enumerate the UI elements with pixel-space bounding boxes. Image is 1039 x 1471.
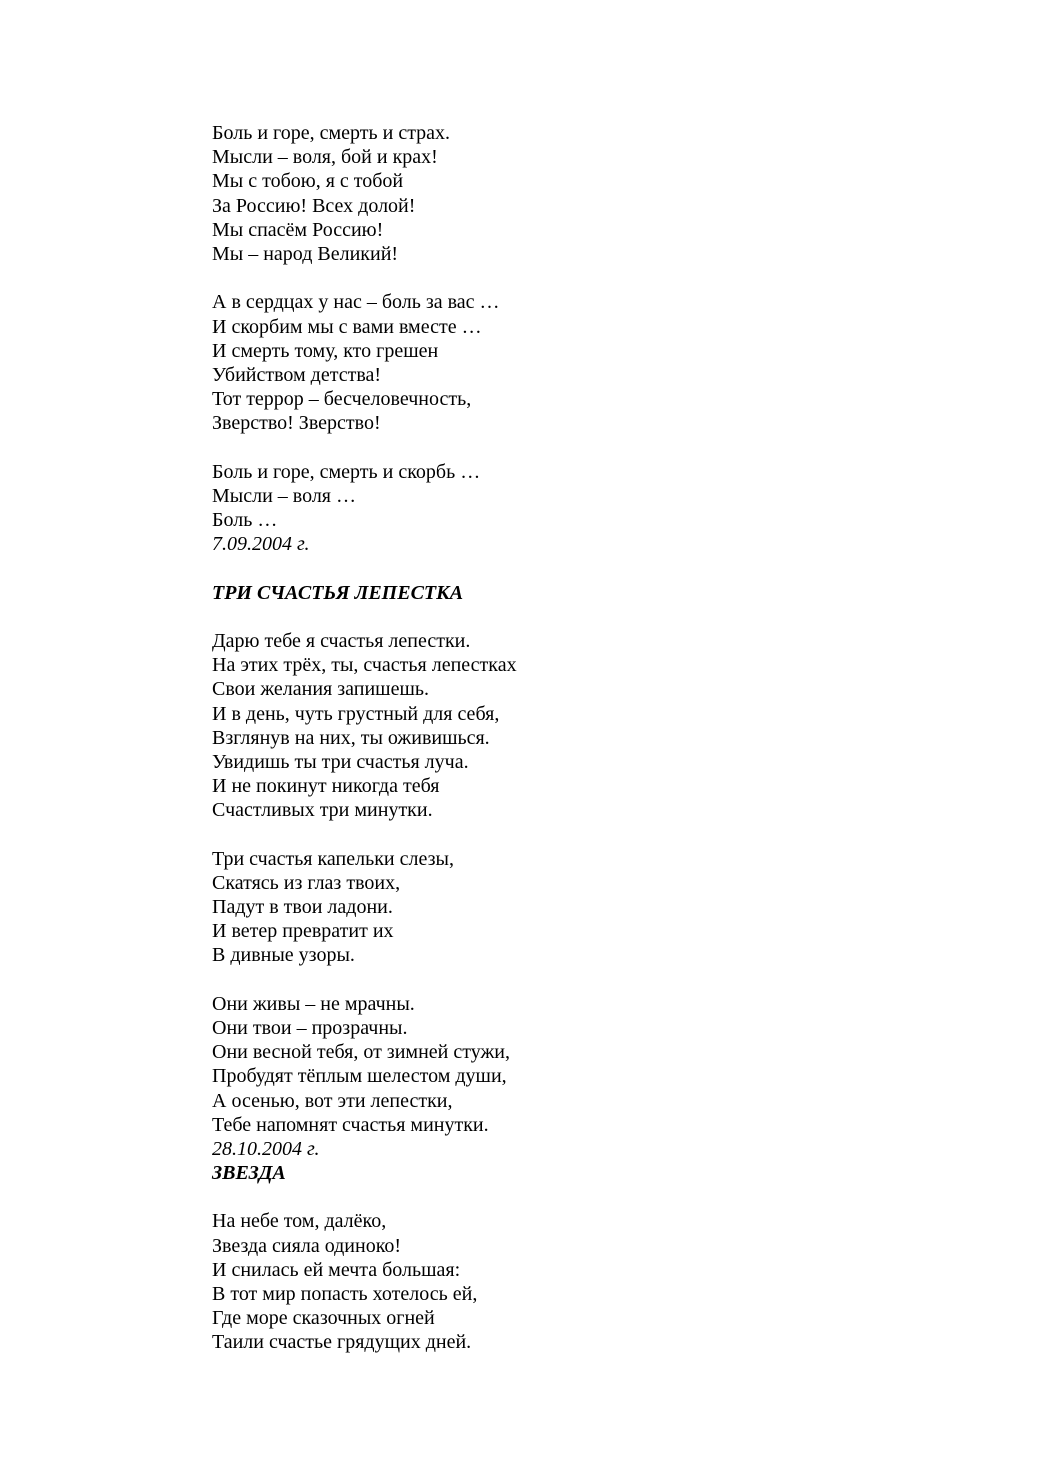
- blank-line: [212, 435, 517, 459]
- poem-line: Боль …: [212, 509, 278, 531]
- poem-line: Счастливых три минутки.: [212, 799, 433, 822]
- poem-line: Они живы – не мрачны.: [212, 992, 415, 1015]
- poem-stanza: [212, 629, 517, 823]
- poem-line: Взглянув на них, ты оживишься.: [212, 726, 490, 749]
- poem-line: И смерть тому, кто грешен: [212, 339, 439, 362]
- poem-line: Дарю тебе я счастья лепестки.: [212, 629, 471, 652]
- poem-line: И скорбим мы с вами вместе …: [212, 315, 482, 338]
- poem-line: А осенью, вот эти лепестки,: [212, 1089, 453, 1112]
- poem-line: На этих трёх, ты, счастья лепестках: [212, 654, 517, 677]
- poem-line: А в сердцах у нас – боль за вас …: [212, 291, 500, 314]
- poem-line: И не покинут никогда тебя: [212, 775, 440, 798]
- poem-line: Падут в твои ладони.: [212, 896, 393, 918]
- poem-title: ЗВЕЗДА: [212, 1162, 286, 1185]
- poem-date: 7.09.2004 г.: [212, 533, 310, 556]
- poem-date: 28.10.2004 г.: [212, 1137, 320, 1160]
- poem-line: Где море сказочных огней: [212, 1307, 435, 1330]
- poem-line: И снилась ей мечта большая:: [212, 1258, 461, 1281]
- poem-line: За Россию! Всех долой!: [212, 194, 416, 217]
- poem-line: В дивные узоры.: [212, 944, 355, 967]
- poem-line: Скатясь из глаз твоих,: [212, 871, 401, 894]
- blank-line: [212, 605, 517, 629]
- poem-line: Мы – народ Великий!: [212, 242, 399, 265]
- poem-stanza: [212, 290, 517, 435]
- document-page: [212, 121, 517, 1355]
- poem-stanza: [212, 992, 517, 1137]
- poem-stanza: [212, 847, 517, 968]
- poem-line: Увидишь ты три счастья луча.: [212, 750, 469, 773]
- poem-line: Мысли – воля …: [212, 484, 357, 507]
- poem-line: И в день, чуть грустный для себя,: [212, 702, 500, 725]
- poem-line: Свои желания запишешь.: [212, 678, 429, 701]
- poem-line: И ветер превратит их: [212, 920, 394, 943]
- poem-line: Боль и горе, смерть и страх.: [212, 122, 451, 144]
- blank-line: [212, 556, 517, 580]
- poem-line: Тебе напомнят счастья минутки.: [212, 1113, 489, 1136]
- blank-line: [212, 266, 517, 290]
- poem-line: Мы с тобою, я с тобой: [212, 170, 404, 193]
- poem-line: Тот террор – бесчеловечность,: [212, 388, 472, 411]
- poem-line: Мы спасём Россию!: [212, 218, 384, 241]
- poem-stanza: [212, 121, 517, 266]
- poem-line: На небе том, далёко,: [212, 1210, 387, 1233]
- blank-line: [212, 1185, 517, 1209]
- poem-line: Пробудят тёплым шелестом души,: [212, 1065, 507, 1088]
- poem-line: Они твои – прозрачны.: [212, 1016, 408, 1039]
- poem-line: Зверство! Зверство!: [212, 412, 381, 435]
- poem-line: Таили счастье грядущих дней.: [212, 1331, 472, 1354]
- poem-line: Боль и горе, смерть и скорбь …: [212, 460, 481, 483]
- poem-stanza: [212, 1209, 517, 1354]
- blank-line: [212, 968, 517, 992]
- blank-line: [212, 822, 517, 846]
- poem-stanza: [212, 460, 517, 533]
- poem-line: Они весной тебя, от зимней стужи,: [212, 1041, 510, 1064]
- poem-line: Звезда сияла одиноко!: [212, 1234, 402, 1257]
- poem-line: Три счастья капельки слезы,: [212, 847, 454, 870]
- poem-line: Мысли – воля, бой и крах!: [212, 146, 438, 169]
- poem-title: ТРИ СЧАСТЬЯ ЛЕПЕСТКА: [212, 581, 464, 604]
- poem-line: Убийством детства!: [212, 363, 382, 386]
- poem-line: В тот мир попасть хотелось ей,: [212, 1283, 478, 1305]
